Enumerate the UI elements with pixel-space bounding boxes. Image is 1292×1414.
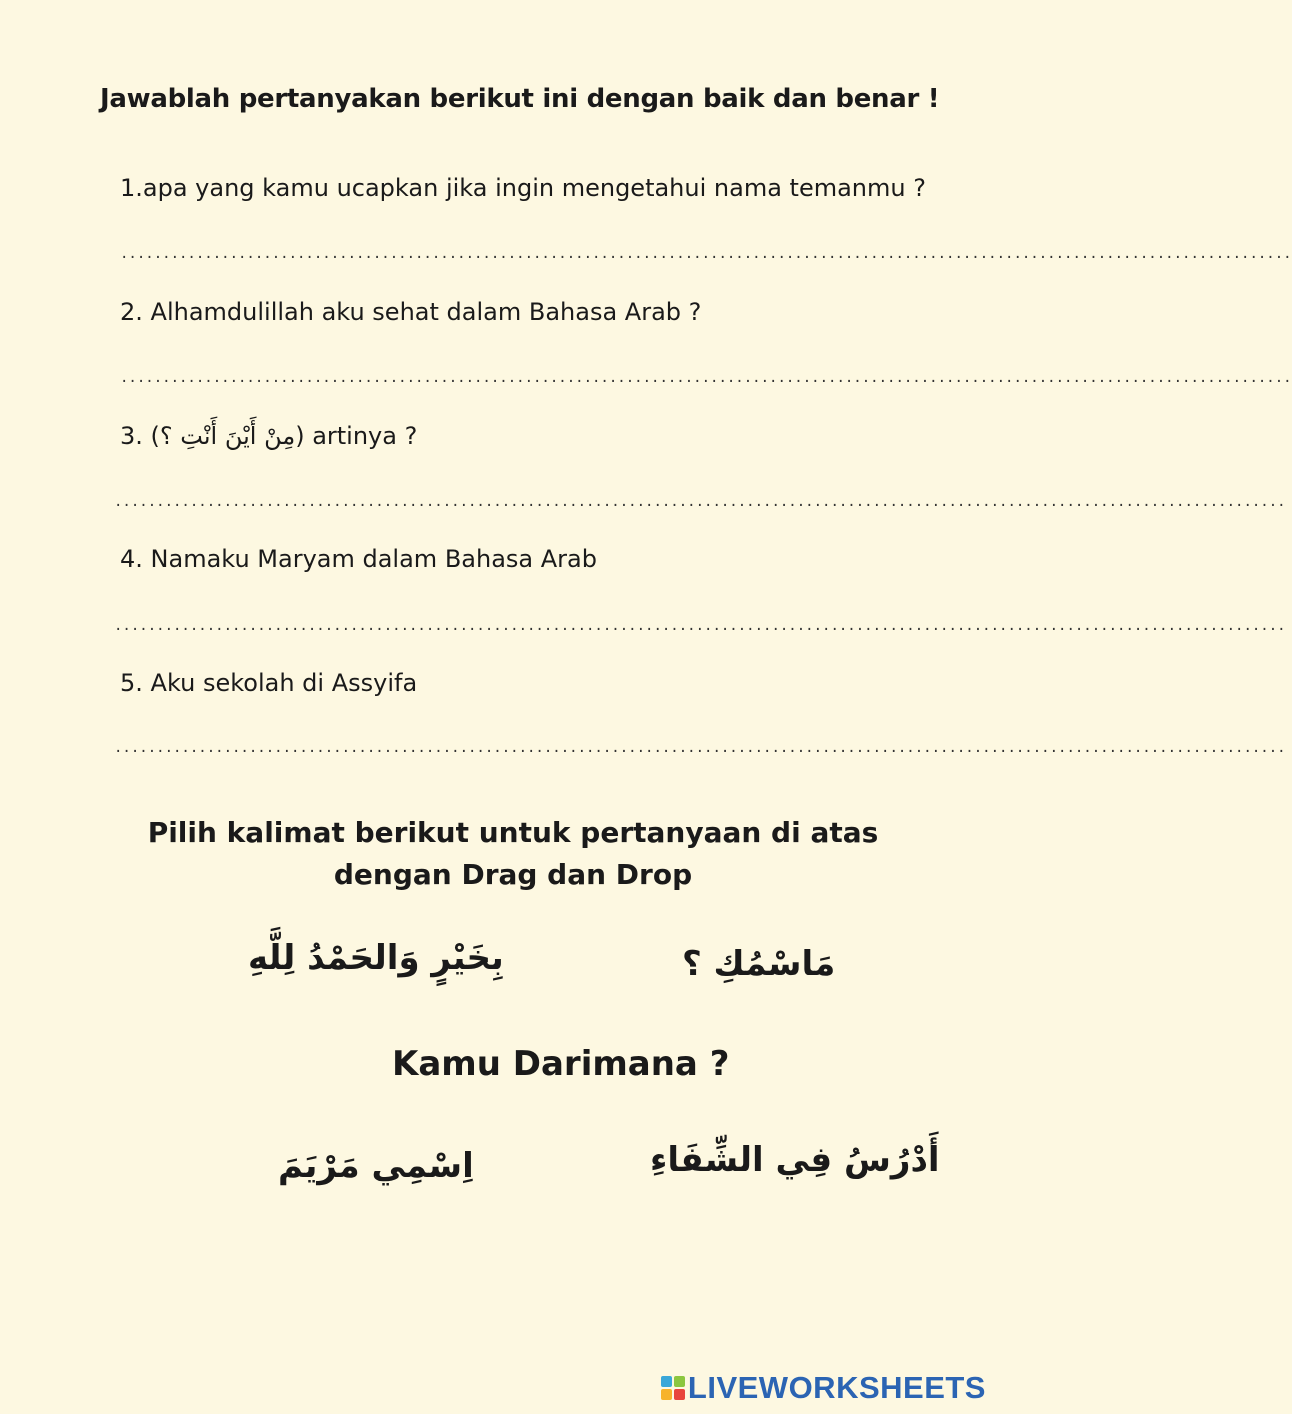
answer-field-3[interactable]: ...........................................................................................................................................: [114, 494, 1286, 510]
choice-kamu-darimana[interactable]: Kamu Darimana ?: [392, 1044, 730, 1084]
choice-bikhair-walhamdulillah[interactable]: بِخَيْرٍ وَالحَمْدُ لِلَّهِ: [248, 938, 504, 978]
question-text: Namaku Maryam dalam Bahasa Arab: [150, 545, 597, 573]
question-1: [120, 174, 926, 202]
question-number: 4.: [120, 545, 143, 573]
answer-field-4[interactable]: ...........................................................................................................................................: [114, 618, 1286, 634]
question-arabic-phrase: مِنْ أَيْنَ أَنْتِ ؟: [159, 422, 296, 450]
question-text: apa yang kamu ucapkan jika ingin mengetahui nama temanmu ?: [142, 174, 926, 202]
answer-field-5[interactable]: ...........................................................................................................................................: [114, 740, 1286, 756]
question-number: 3.: [120, 422, 143, 450]
liveworksheets-logo-text: LIVEWORKSHEETS: [687, 1370, 986, 1405]
question-text: Aku sekolah di Assyifa: [150, 669, 418, 697]
question-4: [120, 545, 597, 573]
question-number: 2.: [120, 298, 143, 326]
question-number: 5.: [120, 669, 143, 697]
drag-drop-instruction-line-1: Pilih kalimat berikut untuk pertanyaan di atas: [147, 816, 879, 849]
drag-drop-instruction: [0, 812, 1026, 896]
question-number: 1.: [120, 174, 143, 202]
choice-masmuki[interactable]: مَاسْمُكِ ؟: [682, 944, 836, 984]
instruction-heading: Jawablah pertanyakan berikut ini dengan baik dan benar !: [100, 84, 940, 114]
liveworksheets-logo: [661, 1370, 986, 1406]
question-3: [120, 422, 417, 450]
choice-adrusu-fisy-syifa[interactable]: أَدْرُسُ فِي الشِّفَاءِ: [650, 1140, 940, 1180]
question-text-open: (: [150, 422, 160, 450]
answer-field-1[interactable]: ...........................................................................................................................................: [120, 246, 1292, 262]
drag-drop-instruction-line-2: dengan Drag dan Drop: [333, 858, 693, 891]
question-2: [120, 298, 701, 326]
liveworksheets-logo-icon: [661, 1376, 685, 1400]
answer-field-2[interactable]: ...........................................................................................................................................: [120, 370, 1292, 386]
choice-ismi-maryam[interactable]: اِسْمِي مَرْيَمَ: [278, 1146, 474, 1186]
question-text-close: ) artinya ?: [295, 422, 418, 450]
question-text: Alhamdulillah aku sehat dalam Bahasa Arab ?: [150, 298, 702, 326]
question-5: [120, 669, 417, 697]
